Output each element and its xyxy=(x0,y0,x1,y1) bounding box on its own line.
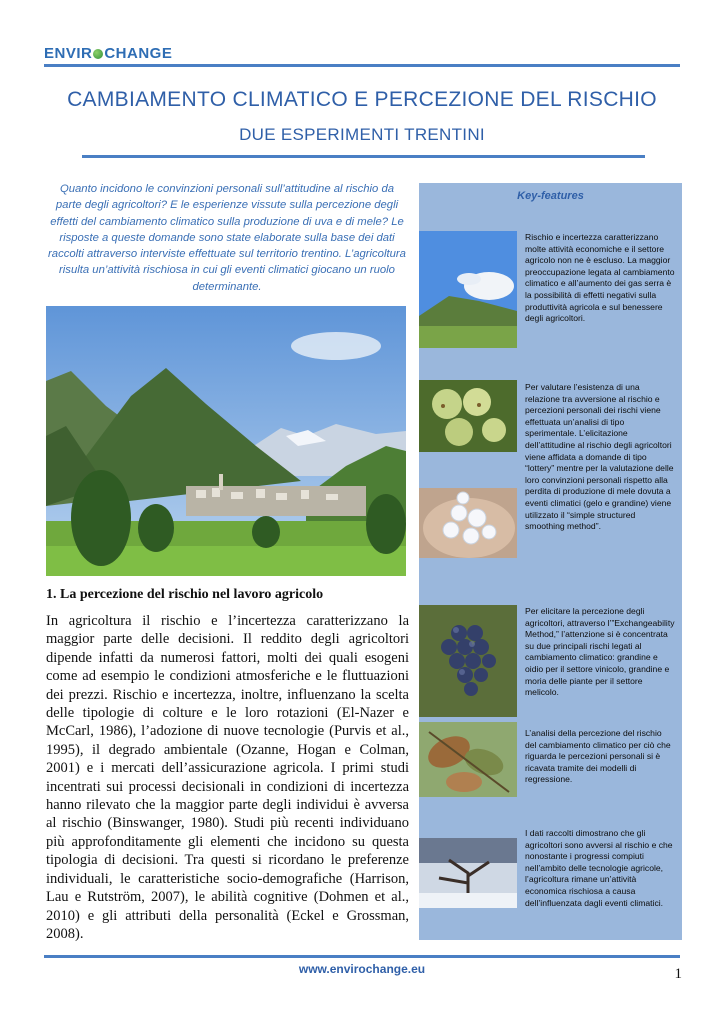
valley-landscape-photo xyxy=(46,306,406,576)
mountain-valley-photo xyxy=(419,231,517,348)
key-feature-5: I dati raccolti dimostrano che gli agricoltori sono avversi al rischio e che nonostante i progressi compiuti nell’ambito delle tecnologie agricole, l’agricoltura rimane un’attività economica rischiosa a causa dell’influenzata dagli eventi climatici. xyxy=(525,828,673,908)
page-title: CAMBIAMENTO CLIMATICO E PERCEZIONE DEL RISCHIO xyxy=(67,88,657,111)
apples-photo xyxy=(419,380,517,452)
section-heading: 1. La percezione del rischio nel lavoro agricolo xyxy=(46,587,324,602)
key-feature-4: L’analisi della percezione del rischio del cambiamento climatico per ciò che riguarda le percezioni personali si è ricavata tramite dei modelli di regressione. xyxy=(525,728,671,785)
envirochange-logo: ENVIR CHANGE xyxy=(44,45,173,62)
key-features-title: Key-features xyxy=(517,190,584,202)
damaged-leaves-photo xyxy=(419,722,517,797)
footer-divider xyxy=(44,955,680,958)
title-divider xyxy=(82,155,645,158)
intro-paragraph: Quanto incidono le convinzioni personali sull’attitudine al rischio da parte degli agricoltori? E le esperienze vissute sulla percezione degli effetti del cambiamento climatico sulla produzione di uva e di mele? Le risposte a queste domande sono state elaborate sulla base dei dati raccolti attraverso interviste effettuate sul territorio trentino. L’agricoltura risulta un’attività rischiosa in cui gli eventi climatici giocano un ruolo determinante. xyxy=(48,183,406,293)
frozen-vine-photo xyxy=(419,838,517,908)
hailstones-photo xyxy=(419,488,517,558)
page-number: 1 xyxy=(674,966,682,982)
header-divider xyxy=(44,64,680,67)
globe-icon xyxy=(93,49,103,59)
section-body: In agricoltura il rischio e l’incertezza caratterizzano la maggior parte delle decisioni. Il reddito degli agricoltori dipende infatti da numerosi fattori, molti dei quali esogeni come ad esempio le condizioni atmosferiche e le fluttuazioni dei prezzi. Rischio e incertezza, inoltre, influenzano la scelta delle tipologie di colture e le loro rotazioni (El-Nazer e McCarl, 1986), l’adozione di nuove tecnologie (Purvis et al., 1995), il degrado ambientale (Ozanne, Hogan e Colman, 2001) e i mercati dell’assicurazione agricola. I primi studi incentrati sui processi decisionali in condizioni di incertezza hanno rilevato che la maggior parte degli individui è avversa al rischio (Binswanger, 1980). Studi più recenti individuano più approfonditamente gli elementi che incidono su questa tipologia di decisioni. Tra questi si ricordano le preferenze individuali, le caratteristiche socio-demografiche (Harrison, Lau e Rutström, 2007), le abilità cognitive (Dohmen et al., 2010) e gli attributi della personalità (Eckel e Grossman, 2008). xyxy=(46,613,409,942)
footer-website-link[interactable]: www.envirochange.eu xyxy=(298,962,426,976)
grapes-photo xyxy=(419,605,517,717)
page-subtitle: DUE ESPERIMENTI TRENTINI xyxy=(239,125,485,144)
key-feature-3: Per elicitare la percezione degli agricoltori, attraverso l’”Exchangeability Method,” l’attenzione si è concentrata su due principali rischi legati al cambiamento climatico: grandine e oidio per il settore vinicolo, grandine e moria delle piante per il settore melicolo. xyxy=(525,606,675,698)
key-feature-1: Rischio e incertezza caratterizzano molte attività economiche e il settore agricolo non ne è escluso. La maggior preoccupazione legata al cambiamento climatico e all’aumento dei gas serra è la possibilità di effetti negativi sulla produttività agricola e sul benessere degli agricoltori. xyxy=(525,232,675,324)
key-feature-2: Per valutare l’esistenza di una relazione tra avversione al rischio e percezioni personali dei rischi viene effettuata un’analisi di tipo sperimentale. L’elicitazione dell’attitudine al rischio degli agricoltori viene affidata a domande di tipo “lottery” mentre per la valutazione delle loro convinzioni personali rispetto alla perdita di produzione di mele dovuta a eventi climatici (gelo e grandine) viene utilizzato il “simple structured smoothing method”. xyxy=(525,382,674,532)
